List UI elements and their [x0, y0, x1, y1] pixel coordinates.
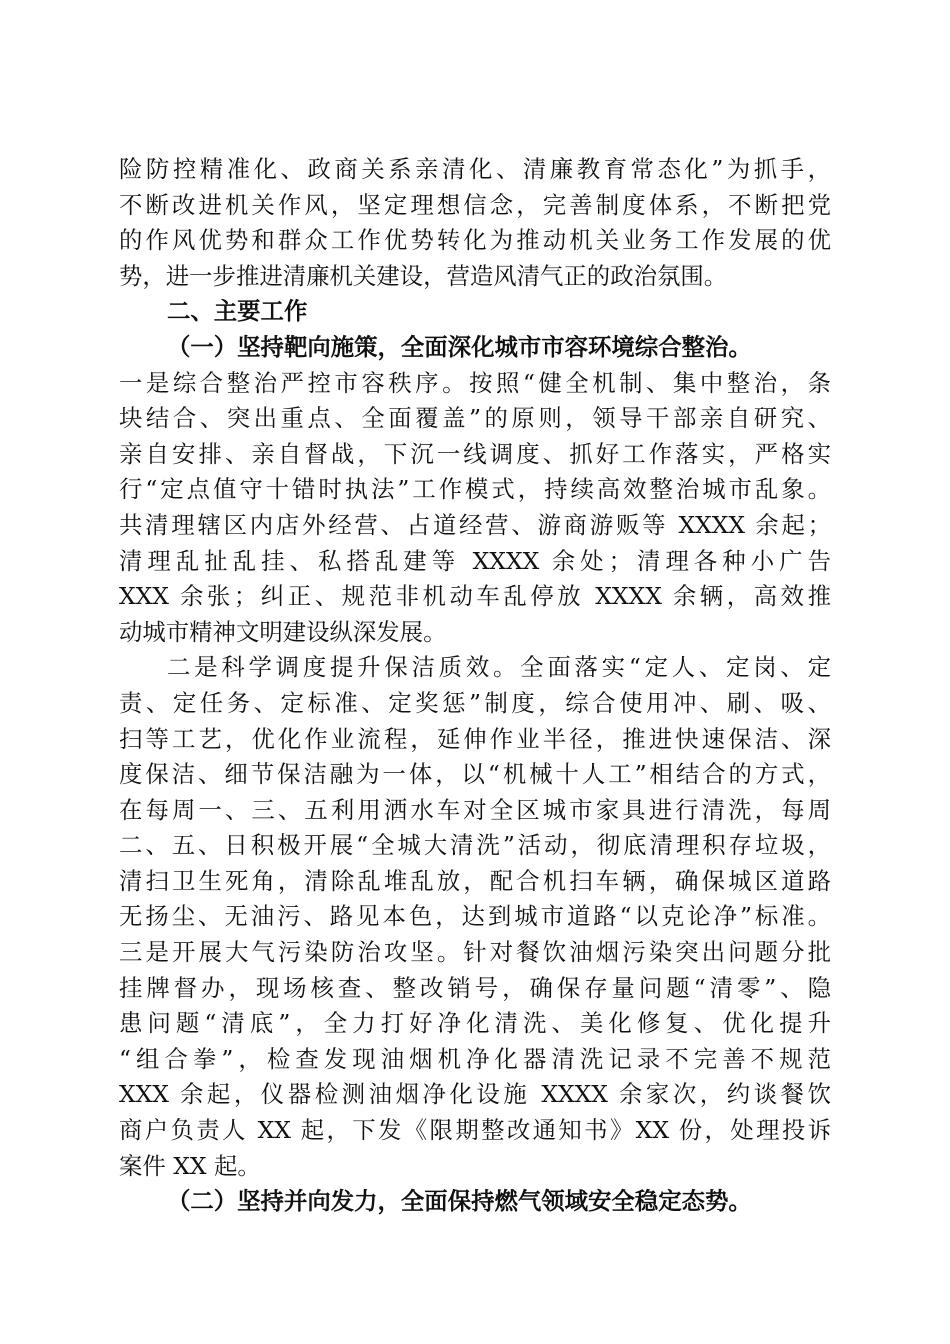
body-line: 患问题“清底”，全力打好净化清洗、美化修复、优化提升 — [119, 1009, 831, 1038]
subsection-heading: （二）坚持并向发力，全面保持燃气领域安全稳定态势。 — [167, 1187, 752, 1216]
body-line: 块结合、突出重点、全面覆盖”的原则，领导干部亲自研究、 — [119, 404, 831, 433]
body-line: 势，进一步推进清廉机关建设，营造风清气正的政治氛围。 — [119, 261, 728, 290]
section-heading: 二、主要工作 — [167, 297, 308, 326]
subsection-heading: （一）坚持靶向施策，全面深化城市市容环境综合整治。 — [167, 332, 752, 361]
body-line: 在每周一、三、五利用洒水车对全区城市家具进行清洗，每周 — [119, 795, 831, 824]
body-line: 二、五、日积极开展“全城大清洗”活动，彻底清理积存垃圾， — [119, 831, 831, 860]
body-line: 的作风优势和群众工作优势转化为推动机关业务工作发展的优 — [119, 226, 831, 255]
body-line: 案件 XX 起。 — [119, 1151, 261, 1180]
body-line: 不断改进机关作风，坚定理想信念，完善制度体系，不断把党 — [119, 190, 831, 219]
body-line: 责、定任务、定标准、定奖惩”制度，综合使用冲、刷、吸、 — [119, 688, 831, 717]
body-line: 共清理辖区内店外经营、占道经营、游商游贩等 XXXX 余起； — [119, 510, 831, 539]
document-body — [119, 152, 831, 1220]
body-line: 扫等工艺，优化作业流程，延伸作业半径，推进快速保洁、深 — [119, 724, 831, 753]
body-line: 清理乱扯乱挂、私搭乱建等 XXXX 余处；清理各种小广告 — [119, 546, 831, 575]
body-line: 三是开展大气污染防治攻坚。针对餐饮油烟污染突出问题分批 — [119, 938, 831, 967]
body-line: 二是科学调度提升保洁质效。全面落实“定人、定岗、定 — [167, 653, 831, 682]
body-line: 度保洁、细节保洁融为一体，以“机械十人工”相结合的方式， — [119, 760, 831, 789]
body-line: 挂牌督办，现场核查、整改销号，确保存量问题“清零”、隐 — [119, 973, 831, 1002]
body-line: 亲自安排、亲自督战，下沉一线调度、抓好工作落实，严格实 — [119, 439, 831, 468]
body-line: 行“定点值守十错时执法”工作模式，持续高效整治城市乱象。 — [119, 475, 831, 504]
body-line: 商户负责人 XX 起，下发《限期整改通知书》XX 份，处理投诉 — [119, 1116, 831, 1145]
body-line: 动城市精神文明建设纵深发展。 — [119, 617, 447, 646]
body-line: 清扫卫生死角，清除乱堆乱放，配合机扫车辆，确保城区道路 — [119, 866, 831, 895]
body-line: 无扬尘、无油污、路见本色，达到城市道路“以克论净”标准。 — [119, 902, 831, 931]
body-line: XXX 余起，仪器检测油烟净化设施 XXXX 余家次，约谈餐饮 — [119, 1080, 831, 1109]
body-line: “组合拳”，检查发现油烟机净化器清洗记录不完善不规范 — [119, 1044, 831, 1073]
body-line: XXX 余张；纠正、规范非机动车乱停放 XXXX 余辆，高效推 — [119, 582, 831, 611]
body-line: 险防控精准化、政商关系亲清化、清廉教育常态化”为抓手， — [119, 155, 831, 183]
body-line: 一是综合整治严控市容秩序。按照“健全机制、集中整治，条 — [119, 368, 831, 397]
